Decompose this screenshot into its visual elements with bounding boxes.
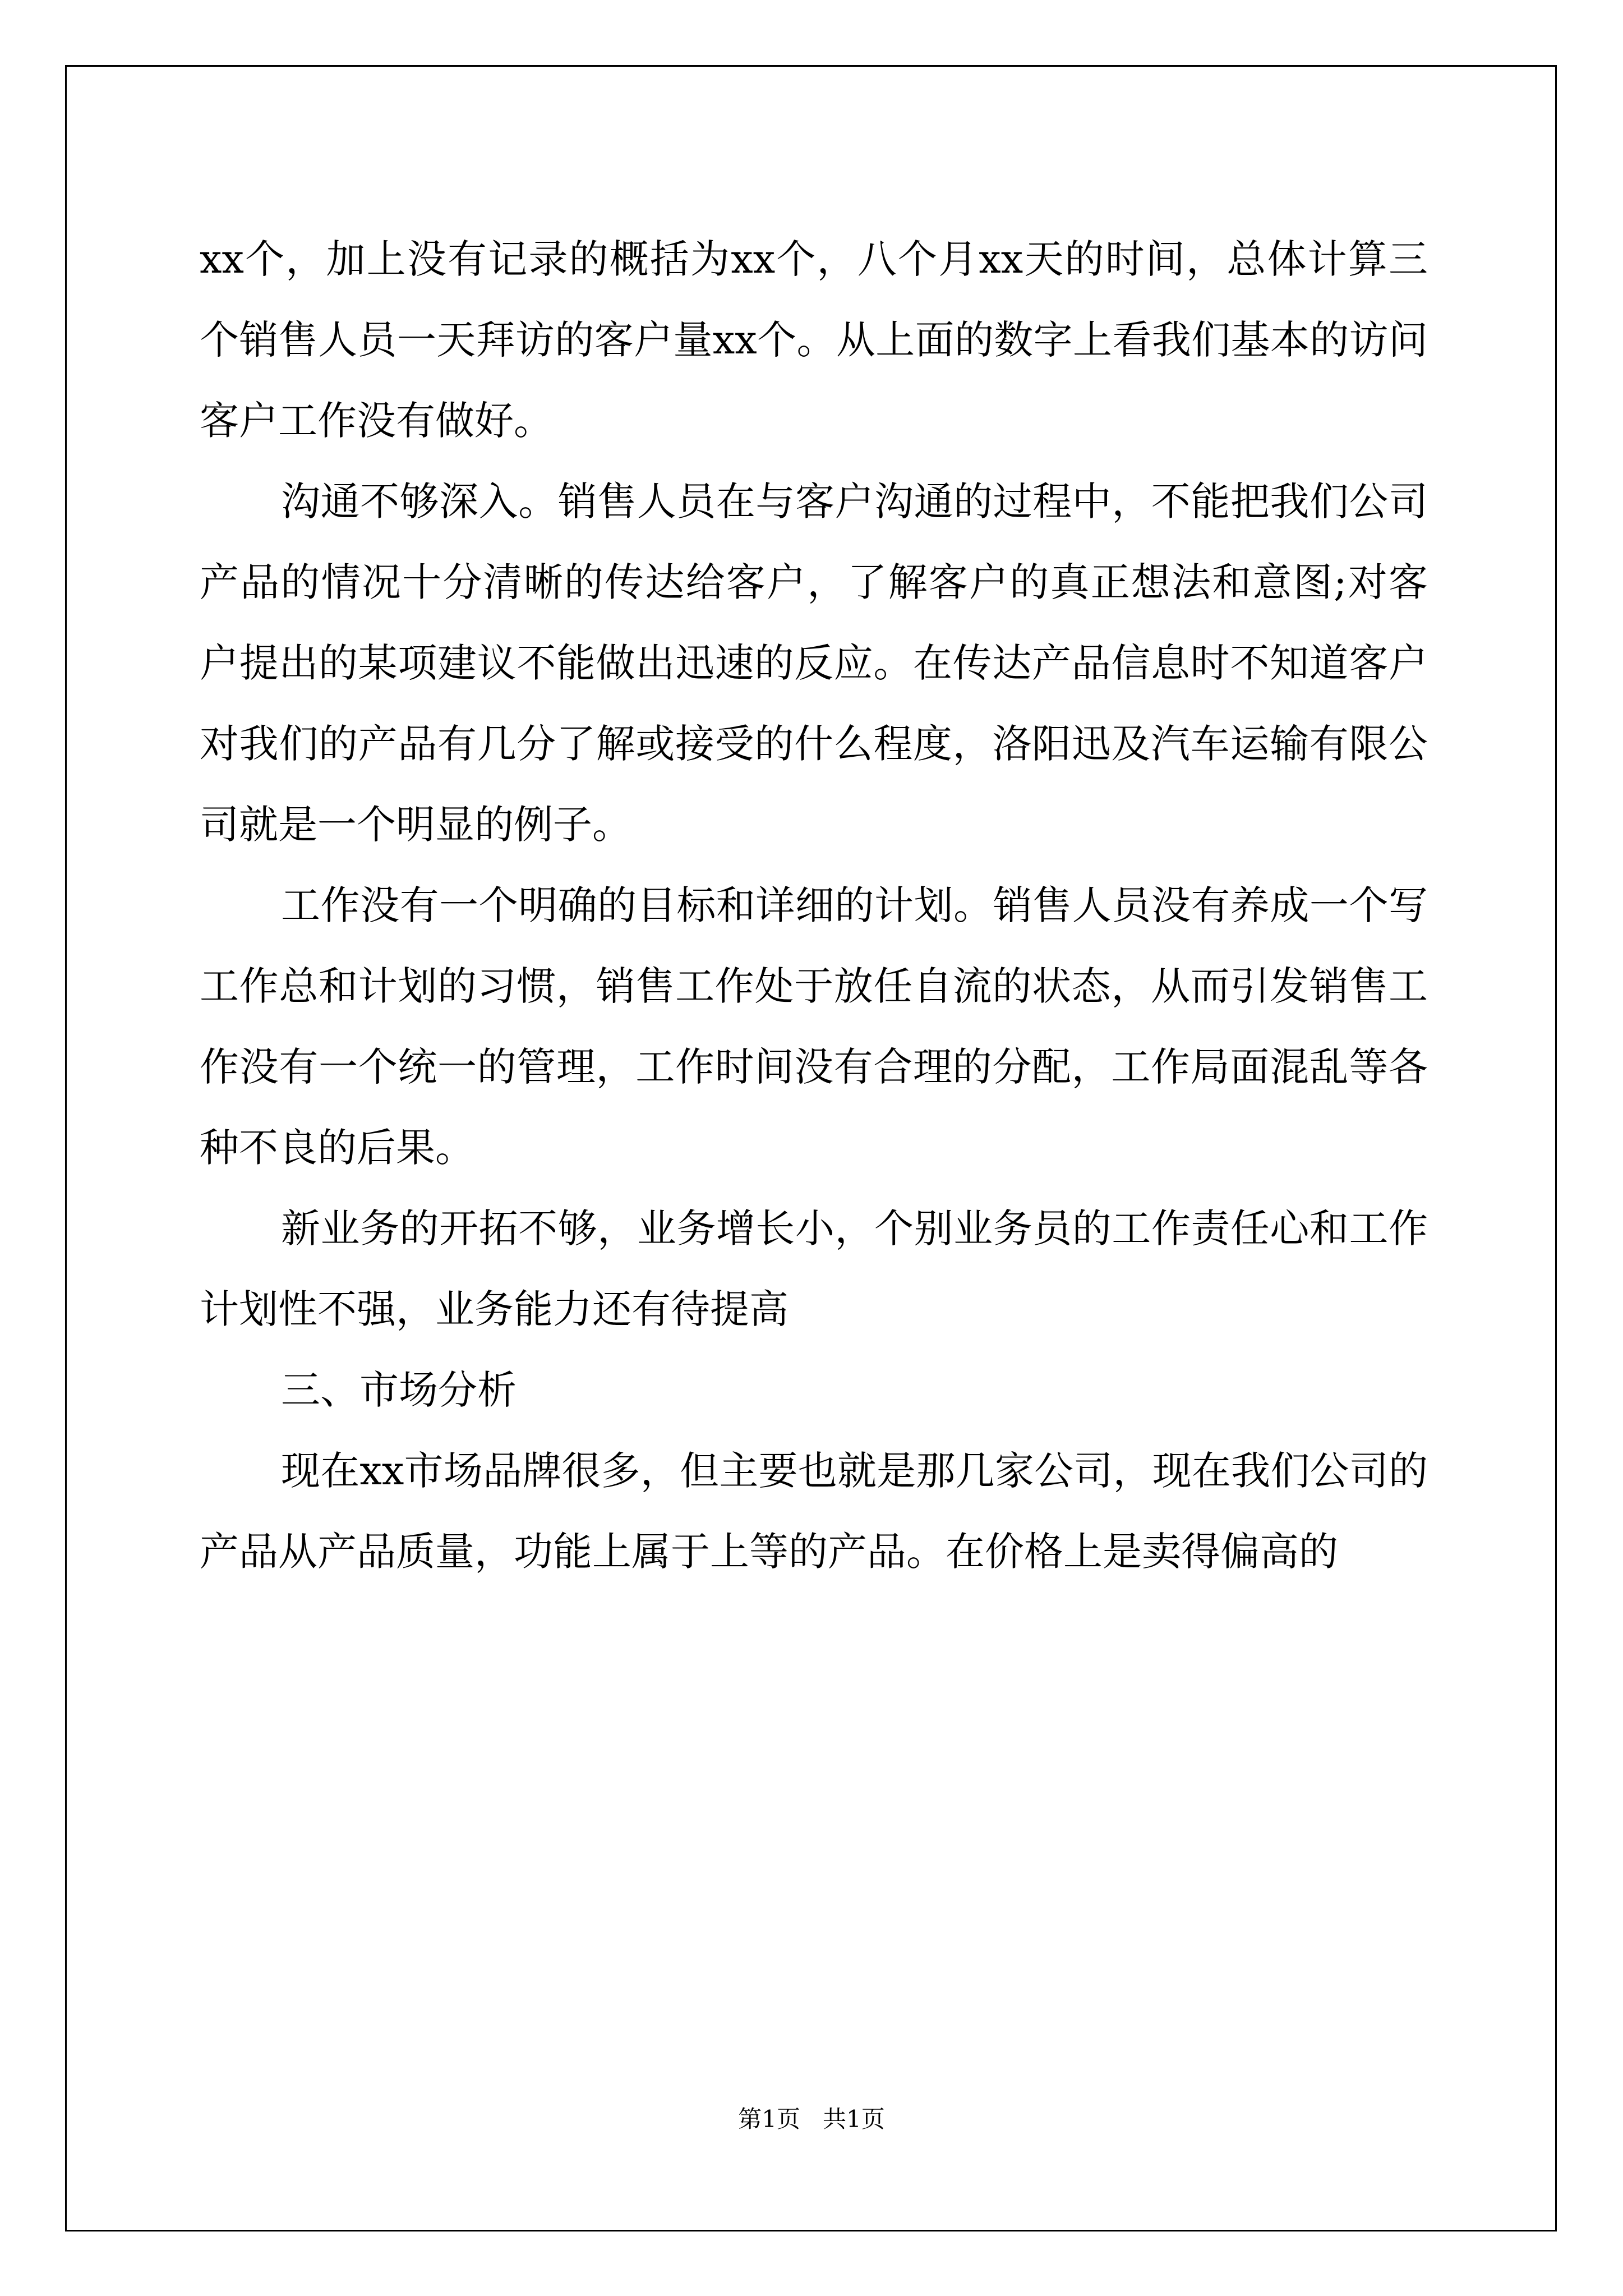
paragraph-3: 工作没有一个明确的目标和详细的计划。销售人员没有养成一个写工作总和计划的习惯，销售工作处于放任自流的状态，从而引发销售工作没有一个统一的管理，工作时间没有合理的分配，工作局面混乱等各种不良的后果。 bbox=[200, 882, 1428, 1171]
paragraph-2: 沟通不够深入。销售人员在与客户沟通的过程中，不能把我们公司产品的情况十分清晰的传达给客户，了解客户的真正想法和意图;对客户提出的某项建议不能做出迅速的反应。在传达产品信息时不知道客户对我们的产品有几分了解或接受的什么程度，洛阳迅及汽车运输有限公司就是一个明显的例子。 bbox=[200, 478, 1428, 848]
paragraph-5: 现在xx市场品牌很多，但主要也就是那几家公司，现在我们公司的产品从产品质量，功能上属于上等的产品。在价格上是卖得偏高的 bbox=[200, 1448, 1428, 1575]
document-body bbox=[200, 219, 1428, 1592]
paragraph-1: xx个，加上没有记录的概括为xx个，八个月xx天的时间，总体计算三个销售人员一天拜访的客户量xx个。从上面的数字上看我们基本的访问客户工作没有做好。 bbox=[200, 236, 1428, 444]
paragraph-4: 新业务的开拓不够，业务增长小，个别业务员的工作责任心和工作计划性不强，业务能力还有待提高 bbox=[200, 1205, 1428, 1332]
page-footer: 第1页 共1页 bbox=[738, 2105, 885, 2133]
section-heading: 三、市场分析 bbox=[281, 1367, 517, 1413]
